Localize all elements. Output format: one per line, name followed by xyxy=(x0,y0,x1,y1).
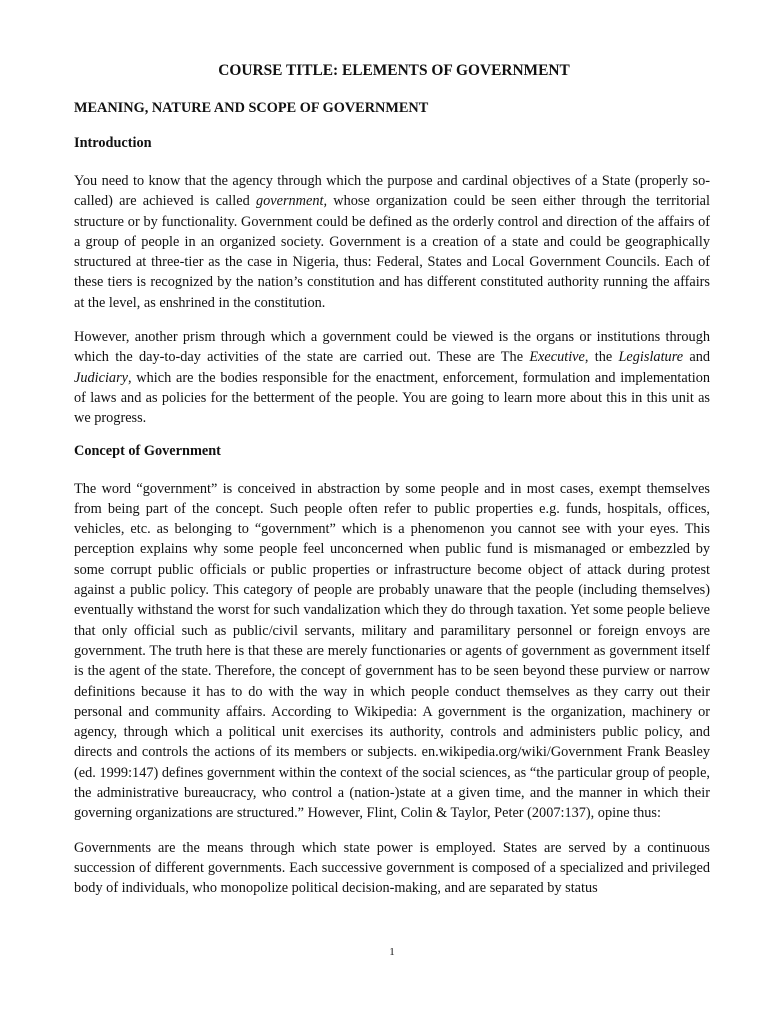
concept-heading: Concept of Government xyxy=(74,442,221,459)
italic-term-government: government, xyxy=(255,193,328,210)
italic-term-executive: Executive xyxy=(529,349,585,366)
text-run: whose organization could be seen either through the territorial structure or by functionality. Government could be defined as the orderly control and direction of the affairs of a group of people in an organized society. Government is a creation of a state and could be geographically structured at three-tier as the case in Nigeria, thus: Federal, States and Local Government Councils. Each of these tiers is recognized by the nation’s constitution and has different constituted authority running the affairs at the level, as enshrined in the constitution. xyxy=(74,193,710,311)
section-heading: MEANING, NATURE AND SCOPE OF GOVERNMENT xyxy=(74,100,429,116)
concept-paragraph-2: Governments are the means through which state power is employed. States are served by a continuous succession of different governments. Each successive government is composed of a specialized and privileged body of individuals, who monopolize political decision-making, and are separated by status xyxy=(74,839,710,897)
italic-term-legislature: Legislature xyxy=(618,349,684,366)
course-title: COURSE TITLE: ELEMENTS OF GOVERNMENT xyxy=(218,62,570,79)
text-run: , which are the bodies responsible for the enactment, enforcement, formulation and implementation of laws and as policies for the betterment of the people. You are going to learn more about this in this unit as we progress. xyxy=(74,369,710,427)
concept-paragraph-1: The word “government” is conceived in abstraction by some people and in most cases, exempt themselves from being part of the concept. Such people often refer to public properties e.g. funds, hospitals, offices, vehicles, etc. as belonging to “government” which is a phenomenon you cannot see with your eyes. This perception explains why some people feel unconcerned when public fund is mismanaged or embezzled by some corrupt public officials or public properties or infrastructure become object of attack during protest against a public policy. This category of people are probably unaware that the people (including themselves) eventually withstand the worst for such vandalization which they do through taxation. Yet some people believe that only official such as public/civil servants, military and paramilitary personnel or foreign envoys are government. The truth here is that these are merely functionaries or agents of government as government itself is the agent of the state. Therefore, the concept of government has to be seen beyond these purview or narrow definitions because it has to do with the way in which people conduct themselves as they carry out their personal and community affairs. According to Wikipedia: A government is the organization, machinery or agency, through which a political unit exercises its authority, controls and administers public policy, and directs and controls the actions of its members or subjects. en.wikipedia.org/wiki/Government Frank Beasley (ed. 1999:147) defines government within the context of the social sciences, as “the particular group of people, the administrative bureaucracy, who control a (nation-)state at a given time, and the manner in which their governing organizations are structured.” However, Flint, Colin & Taylor, Peter (2007:137), opine thus: xyxy=(74,480,710,822)
introduction-heading: Introduction xyxy=(74,135,152,151)
page-number: 1 xyxy=(389,946,395,958)
text-run: , the xyxy=(584,349,619,366)
introduction-paragraph-1 xyxy=(74,171,710,313)
text-run: However, another prism through which a government could be viewed is the organs or institutions through which the day-to-day activities of the state are carried out. These are The xyxy=(74,329,710,366)
italic-term-judiciary: Judiciary xyxy=(74,369,128,386)
text-run: You need to know that the agency through which the purpose and cardinal objectives of a State (properly so-called) are achieved is called xyxy=(74,173,710,210)
introduction-paragraph-2 xyxy=(74,327,710,428)
text-run: and xyxy=(683,349,710,366)
